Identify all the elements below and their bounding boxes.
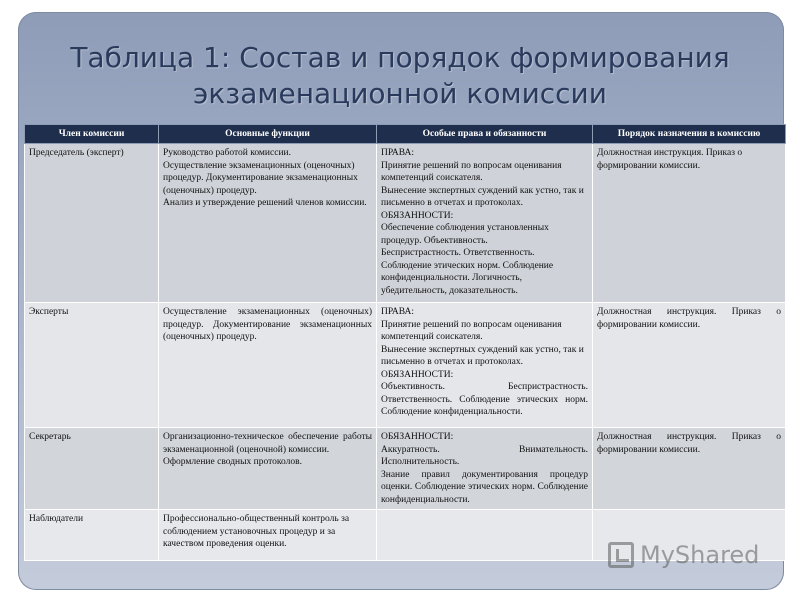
- cell-rights: [377, 144, 593, 303]
- cell-rights: [377, 510, 593, 561]
- cell-line: ПРАВА:: [381, 307, 415, 317]
- cell-rights: [377, 428, 593, 510]
- cell-member: Эксперты: [25, 303, 159, 428]
- cell-line: Руководство работой комиссии.: [163, 148, 291, 158]
- commission-table: [24, 124, 786, 561]
- cell-line: Соблюдение этических норм. Соблюдение конфиденциальности. Логичность, убедительность, доказательность.: [381, 260, 554, 296]
- cell-appointment: Должностная инструкция. Приказ о формировании комиссии.: [593, 428, 786, 510]
- cell-line: Вынесение экспертных суждений как устно, так и письменно в отчетах и протоколах.: [381, 344, 584, 367]
- cell-line: Анализ и утверждение решений членов комиссии.: [163, 198, 367, 208]
- cell-member: Секретарь: [25, 428, 159, 510]
- cell-appointment: Должностная инструкция. Приказ о формировании комиссии.: [593, 144, 786, 303]
- title-line-2: экзаменационной комиссии: [193, 77, 607, 110]
- cell-rights: [377, 303, 593, 428]
- cell-line: Беспристрастность. Ответственность.: [381, 248, 535, 258]
- column-header-appointment: Порядок назначения в комиссию: [593, 125, 786, 144]
- cell-functions: [159, 303, 377, 428]
- cell-line: ОБЯЗАННОСТИ:: [381, 369, 454, 380]
- title-line-1: Таблица 1: Состав и порядок формирования: [70, 41, 730, 74]
- cell-appointment: Должностная инструкция. Приказ о формировании комиссии.: [593, 303, 786, 428]
- slide-title: [0, 40, 800, 112]
- cell-functions: [159, 144, 377, 303]
- myshared-logo-icon: [608, 542, 634, 568]
- watermark-text: MyShared: [640, 541, 760, 569]
- cell-line: Вынесение экспертных суждений как устно, так и письменно в отчетах и протоколах.: [381, 185, 584, 208]
- cell-line: Аккуратность. Внимательность. Исполнительность.: [381, 444, 588, 467]
- cell-member: Председатель (эксперт): [25, 144, 159, 303]
- cell-functions: [159, 428, 377, 510]
- column-header-rights: Особые права и обязанности: [377, 125, 593, 144]
- table-row: [25, 303, 786, 428]
- cell-line: Принятие решений по вопросам оценивания компетенций соискателя.: [381, 319, 562, 342]
- cell-line: Организационно-техническое обеспечение работы экзаменационной (оценочной) комиссии.: [163, 432, 372, 455]
- cell-line: ОБЯЗАННОСТИ:: [381, 432, 454, 442]
- cell-member: Наблюдатели: [25, 510, 159, 561]
- table-row: [25, 144, 786, 303]
- column-header-member: Член комиссии: [25, 125, 159, 144]
- cell-line: ОБЯЗАННОСТИ:: [381, 210, 454, 221]
- cell-line: Принятие решений по вопросам оценивания компетенций соискателя.: [381, 160, 562, 183]
- cell-line: Профессионально-общественный контроль за соблюдением установочных процедур и за качеством проведения оценки.: [163, 514, 350, 549]
- column-header-functions: Основные функции: [159, 125, 377, 144]
- cell-line: ПРАВА:: [381, 148, 415, 158]
- table-header-row: [25, 125, 786, 144]
- cell-line: Объективность. Беспристрастность. Ответственность. Соблюдение этических норм. Соблюдение конфиденциальности.: [381, 382, 588, 417]
- cell-line: Обеспечение соблюдения установленных процедур. Объективность.: [381, 223, 549, 246]
- cell-line: Осуществление экзаменационных (оценочных) процедур. Документирование экзаменационных (оценочных) процедур.: [163, 307, 372, 342]
- cell-functions: [159, 510, 377, 561]
- myshared-watermark: [608, 538, 759, 572]
- table-row: [25, 428, 786, 510]
- cell-line: Знание правил документирования процедур оценки. Соблюдение этических норм. Соблюдение конфиденциальности.: [381, 469, 588, 505]
- cell-line: Осуществление экзаменационных (оценочных) процедур. Документирование экзаменационных (оценочных) процедур.: [163, 160, 358, 196]
- cell-line: Оформление сводных протоколов.: [163, 457, 302, 467]
